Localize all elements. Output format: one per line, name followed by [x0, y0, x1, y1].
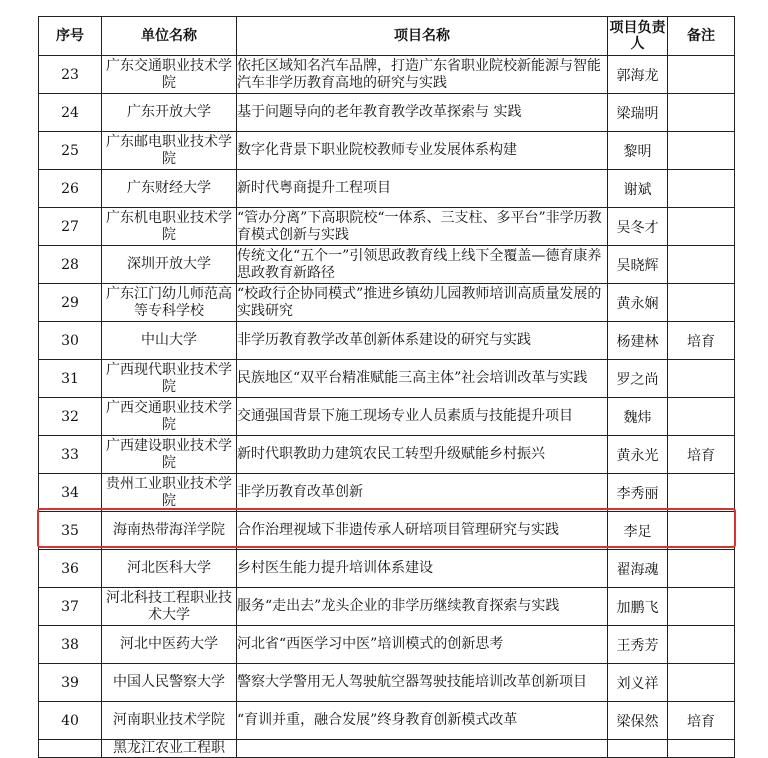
unit-name: 贵州工业职业技术学院 — [102, 474, 237, 512]
project-leader: 杨建林 — [608, 322, 668, 360]
project-name — [237, 740, 608, 758]
project-leader: 黄永光 — [608, 436, 668, 474]
project-leader: 梁保然 — [608, 702, 668, 740]
row-number: 31 — [39, 360, 102, 398]
row-note — [668, 360, 735, 398]
project-leader: 谢斌 — [608, 170, 668, 208]
table-row — [39, 588, 735, 626]
row-note — [668, 246, 735, 284]
header-unit: 单位名称 — [102, 17, 237, 56]
unit-name: 黑龙江农业工程职 — [102, 740, 237, 758]
header-note: 备注 — [668, 17, 735, 56]
unit-name: 河北科技工程职业技术大学 — [102, 588, 237, 626]
row-note — [668, 550, 735, 588]
table-row — [39, 132, 735, 170]
unit-name: 广东财经大学 — [102, 170, 237, 208]
row-number: 35 — [39, 512, 102, 550]
row-note — [668, 132, 735, 170]
table-row — [39, 436, 735, 474]
table-row — [39, 474, 735, 512]
row-note — [668, 94, 735, 132]
table-row — [39, 398, 735, 436]
row-note — [668, 588, 735, 626]
unit-name: 广东机电职业技术学院 — [102, 208, 237, 246]
project-leader: 吴冬才 — [608, 208, 668, 246]
row-number: 37 — [39, 588, 102, 626]
project-name: 河北省“西医学习中医”培训模式的创新思考 — [237, 626, 608, 664]
project-name: “校政行企协同模式”推进乡镇幼儿园教师培训高质量发展的实践研究 — [237, 284, 608, 322]
project-name: 基于问题导向的老年教育教学改革探索与 实践 — [237, 94, 608, 132]
project-name: 交通强国背景下施工现场专业人员素质与技能提升项目 — [237, 398, 608, 436]
unit-name: 广东邮电职业技术学院 — [102, 132, 237, 170]
header-no: 序号 — [39, 17, 102, 56]
project-name: 新时代职教助力建筑农民工转型升级赋能乡村振兴 — [237, 436, 608, 474]
project-leader: 魏炜 — [608, 398, 668, 436]
row-number: 34 — [39, 474, 102, 512]
row-note — [668, 512, 735, 550]
project-name: “管办分离”下高职院校“一体系、三支柱、多平台”非学历教育模式创新与实践 — [237, 208, 608, 246]
project-name: 新时代粤商提升工程项目 — [237, 170, 608, 208]
table-row — [39, 284, 735, 322]
project-leader: 李足 — [608, 512, 668, 550]
table-row — [39, 56, 735, 94]
unit-name: 广东江门幼儿师范高等专科学校 — [102, 284, 237, 322]
project-name: 非学历教育教学改革创新体系建设的研究与实践 — [237, 322, 608, 360]
unit-name: 中山大学 — [102, 322, 237, 360]
row-number: 36 — [39, 550, 102, 588]
project-name: 非学历教育改革创新 — [237, 474, 608, 512]
table-row — [39, 208, 735, 246]
row-number: 25 — [39, 132, 102, 170]
row-note — [668, 398, 735, 436]
row-note — [668, 208, 735, 246]
project-name: 合作治理视域下非遗传承人研培项目管理研究与实践 — [237, 512, 608, 550]
project-leader: 王秀芳 — [608, 626, 668, 664]
row-note — [668, 474, 735, 512]
project-leader: 吴晓辉 — [608, 246, 668, 284]
row-number: 38 — [39, 626, 102, 664]
table-row — [39, 512, 735, 550]
unit-name: 广东开放大学 — [102, 94, 237, 132]
row-note: 培育 — [668, 702, 735, 740]
table-row — [39, 94, 735, 132]
project-leader: 刘义祥 — [608, 664, 668, 702]
row-note — [668, 170, 735, 208]
unit-name: 中国人民警察大学 — [102, 664, 237, 702]
unit-name: 深圳开放大学 — [102, 246, 237, 284]
project-leader: 加鹏飞 — [608, 588, 668, 626]
row-number: 29 — [39, 284, 102, 322]
row-note — [668, 284, 735, 322]
row-number: 39 — [39, 664, 102, 702]
unit-name: 广西现代职业技术学院 — [102, 360, 237, 398]
row-note: 培育 — [668, 436, 735, 474]
unit-name: 广西建设职业技术学院 — [102, 436, 237, 474]
project-leader: 翟海魂 — [608, 550, 668, 588]
row-number: 32 — [39, 398, 102, 436]
unit-name: 河北中医药大学 — [102, 626, 237, 664]
table-body — [39, 56, 735, 758]
row-number: 33 — [39, 436, 102, 474]
project-name: 服务“走出去”龙头企业的非学历继续教育探索与实践 — [237, 588, 608, 626]
row-number: 24 — [39, 94, 102, 132]
project-leader: 梁瑞明 — [608, 94, 668, 132]
project-name: 民族地区“双平台精准赋能三高主体”社会培训改革与实践 — [237, 360, 608, 398]
unit-name: 海南热带海洋学院 — [102, 512, 237, 550]
project-leader: 罗之尚 — [608, 360, 668, 398]
project-table — [38, 16, 735, 758]
table-row — [39, 664, 735, 702]
project-name: 传统文化“五个一”引领思政教育线上线下全覆盖—德育康养思政教育新路径 — [237, 246, 608, 284]
project-leader: 郭海龙 — [608, 56, 668, 94]
table-row — [39, 246, 735, 284]
row-number: 26 — [39, 170, 102, 208]
unit-name: 广东交通职业技术学院 — [102, 56, 237, 94]
table-row — [39, 626, 735, 664]
project-name: “育训并重，融合发展”终身教育创新模式改革 — [237, 702, 608, 740]
row-note — [668, 56, 735, 94]
table-row — [39, 322, 735, 360]
row-number: 30 — [39, 322, 102, 360]
table-row — [39, 550, 735, 588]
unit-name: 河北医科大学 — [102, 550, 237, 588]
table-row — [39, 740, 735, 758]
table-row — [39, 170, 735, 208]
row-number: 40 — [39, 702, 102, 740]
project-leader: 黄永娴 — [608, 284, 668, 322]
row-number — [39, 740, 102, 758]
row-number: 23 — [39, 56, 102, 94]
row-note: 培育 — [668, 322, 735, 360]
header-project: 项目名称 — [237, 17, 608, 56]
row-note — [668, 740, 735, 758]
row-number: 28 — [39, 246, 102, 284]
row-note — [668, 664, 735, 702]
project-leader: 黎明 — [608, 132, 668, 170]
project-leader: 李秀丽 — [608, 474, 668, 512]
row-number: 27 — [39, 208, 102, 246]
table-row — [39, 702, 735, 740]
row-note — [668, 626, 735, 664]
table-row — [39, 360, 735, 398]
project-name: 乡村医生能力提升培训体系建设 — [237, 550, 608, 588]
project-name: 数字化背景下职业院校教师专业发展体系构建 — [237, 132, 608, 170]
header-row — [39, 17, 735, 56]
header-leader: 项目负责人 — [608, 17, 668, 56]
project-name: 警察大学警用无人驾驶航空器驾驶技能培训改革创新项目 — [237, 664, 608, 702]
unit-name: 广西交通职业技术学院 — [102, 398, 237, 436]
project-name: 依托区域知名汽车品牌，打造广东省职业院校新能源与智能汽车非学历教育高地的研究与实践 — [237, 56, 608, 94]
project-leader — [608, 740, 668, 758]
unit-name: 河南职业技术学院 — [102, 702, 237, 740]
